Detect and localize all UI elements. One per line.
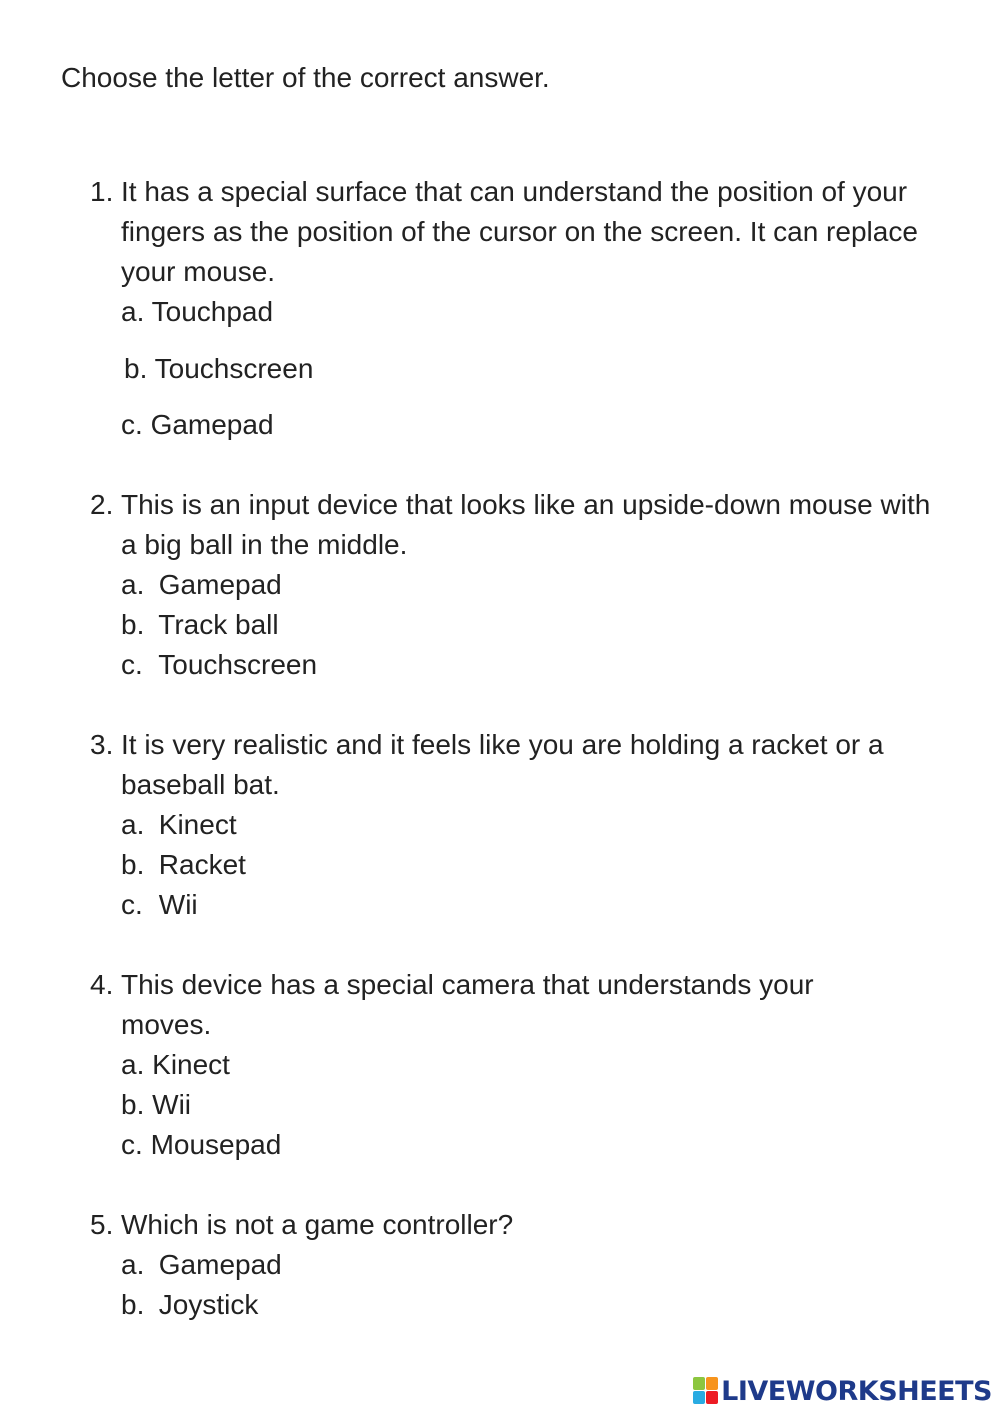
option-letter: b.	[121, 609, 145, 640]
option-c[interactable]	[121, 405, 274, 445]
option-text: Kinect	[158, 809, 237, 840]
option-c[interactable]	[121, 885, 198, 925]
option-text: Touchscreen	[158, 649, 318, 680]
option-letter: b.	[124, 353, 148, 384]
logo-text: LIVEWORKSHEETS	[721, 1375, 992, 1407]
option-text: Touchscreen	[154, 353, 314, 384]
question-number: 1.	[90, 176, 114, 207]
question-number: 5.	[90, 1209, 114, 1240]
option-letter: a.	[121, 569, 145, 600]
option-letter: c.	[121, 889, 143, 920]
option-b[interactable]	[121, 1285, 258, 1325]
option-letter: c.	[121, 649, 143, 680]
option-a[interactable]	[121, 1245, 282, 1285]
option-b[interactable]	[121, 605, 279, 645]
option-text: Kinect	[152, 1049, 230, 1080]
logo-tile-blue	[693, 1391, 705, 1404]
question-number: 2.	[90, 489, 114, 520]
option-text: Joystick	[158, 1289, 259, 1320]
option-letter: a.	[121, 1049, 145, 1080]
question-text: It has a special surface that can understand the position of your fingers as the position of the cursor on the screen. It can replace your mouse.	[121, 176, 918, 287]
question-number: 4.	[90, 969, 114, 1000]
option-letter: c.	[121, 1129, 143, 1160]
option-text: Gamepad	[158, 569, 282, 600]
liveworksheets-logo-icon	[693, 1377, 719, 1405]
option-a[interactable]	[121, 292, 273, 332]
option-text: Gamepad	[150, 409, 274, 440]
option-letter: a.	[121, 1249, 145, 1280]
option-b[interactable]	[121, 845, 246, 885]
logo-tile-green	[693, 1377, 705, 1390]
option-letter: a.	[121, 296, 145, 327]
instructions: Choose the letter of the correct answer.	[61, 62, 550, 93]
question-text: This device has a special camera that understands your moves.	[121, 969, 814, 1040]
option-c[interactable]	[121, 645, 317, 685]
option-a[interactable]	[121, 565, 282, 605]
logo-tile-red	[706, 1391, 718, 1404]
option-text: Mousepad	[150, 1129, 282, 1160]
option-text: Track ball	[158, 609, 279, 640]
question-text: Which is not a game controller?	[121, 1209, 514, 1240]
option-letter: a.	[121, 809, 145, 840]
option-a[interactable]	[121, 805, 237, 845]
option-text: Gamepad	[158, 1249, 282, 1280]
option-b[interactable]	[121, 1085, 191, 1125]
option-text: Racket	[158, 849, 246, 880]
option-letter: c.	[121, 409, 143, 440]
option-text: Wii	[158, 889, 198, 920]
option-letter: b.	[121, 1089, 145, 1120]
option-text: Wii	[152, 1089, 192, 1120]
question-text: It is very realistic and it feels like you are holding a racket or a baseball bat.	[121, 729, 884, 800]
question-number: 3.	[90, 729, 114, 760]
option-letter: b.	[121, 1289, 145, 1320]
option-a[interactable]	[121, 1045, 230, 1085]
logo-tile-orange	[706, 1377, 718, 1390]
liveworksheets-logo[interactable]	[693, 1373, 992, 1409]
option-b[interactable]	[124, 349, 313, 389]
option-text: Touchpad	[151, 296, 274, 327]
option-letter: b.	[121, 849, 145, 880]
question-text: This is an input device that looks like an upside-down mouse with a big ball in the middle.	[121, 489, 931, 560]
option-c[interactable]	[121, 1125, 281, 1165]
